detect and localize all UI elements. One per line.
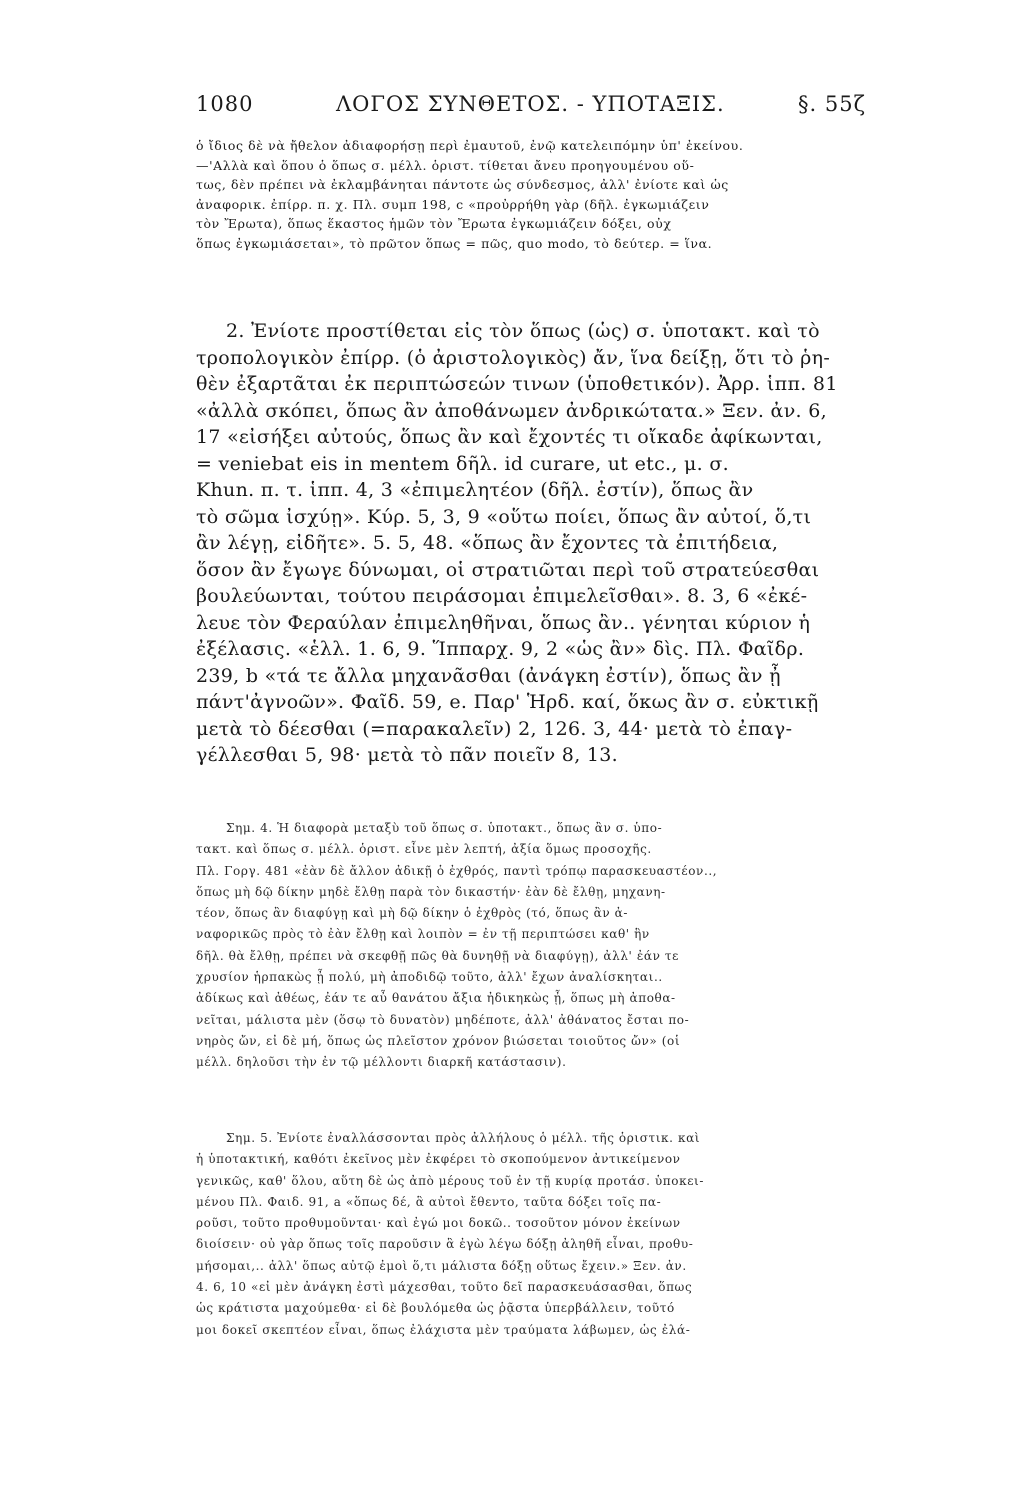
text-line: —'Αλλὰ καὶ ὅπου ὁ ὅπως σ. μέλλ. ὁριστ. τίθεται ἄνευ προηγουμένου οὕ- [196, 157, 695, 173]
text-line: Khun. π. τ. ἱππ. 4, 3 «ἐπιμελητέον (δῆλ. ἐστίν), ὅπως ἂν [196, 479, 754, 501]
text-line: Σημ. 5. Ἐνίοτε ἐναλλάσσονται πρὸς ἀλλήλους ὁ μέλλ. τῆς ὁριστικ. καὶ [226, 1131, 701, 1145]
text-line: τέον, ὅπως ἂν διαφύγῃ καὶ μὴ δῷ δίκην ὁ ἐχθρὸς (τό, ὅπως ἂν ἀ- [196, 906, 628, 921]
text-line: 239, b «τά τε ἄλλα μηχανᾶσθαι (ἀνάγκη ἐστίν), ὅπως ἂν ᾖ [196, 664, 781, 687]
text-line: 2. Ἐνίοτε προστίθεται εἰς τὸν ὅπως (ὡς) σ. ὑποτακτ. καὶ τὸ [226, 320, 820, 342]
text-line: ἀναφορικ. ἐπίρρ. π. χ. Πλ. συμπ 198, c «προὐρρήθη γὰρ (δῆλ. ἐγκωμιάζειν [196, 196, 710, 212]
text-line: = veniebat eis in mentem δῆλ. id curare, ut etc., μ. σ. [196, 452, 729, 475]
running-title: ΛΟΓΟΣ ΣΥΝΘΕΤΟΣ. - ΥΠΟΤΑΞΙΣ. [336, 92, 725, 116]
text-line: τακτ. καὶ ὅπως σ. μέλλ. ὁριστ. εἶνε μὲν λεπτή, ἀξία ὅμως προσοχῆς. [196, 842, 652, 857]
text-line: ροῦσι, τοῦτο προθυμοῦνται· καὶ ἐγώ μοι δοκῶ.. τοσοῦτον μόνον ἐκείνων [196, 1216, 681, 1231]
text-line: μέλλ. δηλοῦσι τὴν ἐν τῷ μέλλοντι διαρκῆ κατάστασιν). [196, 1055, 567, 1070]
text-line: ἂν λέγῃ, εἰδῆτε». 5. 5, 48. «ὅπως ἂν ἔχοντες τὰ ἐπιτήδεια, [196, 532, 779, 554]
text-line: μετὰ τὸ δέεσθαι (=παρακαλεῖν) 2, 126. 3, 44· μετὰ τὸ ἐπαγ- [196, 717, 793, 740]
text-line: πάντ'ἀγνοῶν». Φαῖδ. 59, e. Παρ' Ἡρδ. καί, ὅκως ἂν σ. εὐκτικῇ [196, 691, 819, 713]
page-number: 1080 [196, 92, 254, 116]
text-line: νηρὸς ὤν, εἰ δὲ μή, ὅπως ὡς πλεῖστον χρόνον βιώσεται τοιοῦτος ὤν» (οἱ [196, 1033, 681, 1048]
main-paragraph [196, 318, 896, 769]
text-line: ναφορικῶς πρὸς τὸ ἐὰν ἔλθῃ καὶ λοιπὸν = ἐν τῇ περιπτώσει καθ' ἣν [196, 927, 650, 942]
text-line: ἐξέλασις. «ἑλλ. 1. 6, 9. Ἵππαρχ. 9, 2 «ὡς ἂν» δὶς. Πλ. Φαῖδρ. [196, 638, 805, 660]
running-header [196, 92, 866, 122]
text-line: Πλ. Γοργ. 481 «ἐὰν δὲ ἄλλον ἀδικῇ ὁ ἐχθρός, παντὶ τρόπῳ παρασκευαστέον.., [196, 863, 718, 878]
text-line: τροπολογικὸν ἐπίρρ. (ὁ ἀριστολογικὸς) ἄν, ἵνα δείξῃ, ὅτι τὸ ῥη- [196, 346, 831, 369]
text-line: ἡ ὑποτακτική, καθότι ἐκεῖνος μὲν ἐκφέρει τὸ σκοπούμενον ἀντικείμενον [196, 1152, 681, 1167]
text-line: δῆλ. θὰ ἔλθῃ, πρέπει νὰ σκεφθῇ πῶς θὰ δυνηθῇ νὰ διαφύγῃ), ἀλλ' ἐάν τε [196, 948, 679, 963]
text-line: Σημ. 4. Ἡ διαφορὰ μεταξὺ τοῦ ὅπως σ. ὑποτακτ., ὅπως ἂν σ. ὑπο- [226, 821, 663, 835]
text-line: τὸ σῶμα ἰσχύῃ». Κύρ. 5, 3, 9 «οὕτω ποίει, ὅπως ἂν αὐτοί, ὅ,τι [196, 505, 812, 528]
text-line: χρυσίον ἡρπακὼς ᾖ πολύ, μὴ ἀποδιδῷ τοῦτο, ἀλλ' ἔχων ἀναλίσκηται.. [196, 970, 663, 985]
text-line: ὅσον ἂν ἔγωγε δύνωμαι, οἱ στρατιῶται περὶ τοῦ στρατεύεσθαι [196, 558, 820, 581]
note-4 [196, 818, 896, 1074]
text-line: 17 «εἰσήξει αὐτούς, ὅπως ἂν καὶ ἔχοντές τι οἴκαδε ἀφίκωνται, [196, 426, 823, 448]
text-line: νεῖται, μάλιστα μὲν (ὅσῳ τὸ δυνατὸν) μηδέποτε, ἀλλ' ἀθάνατος ἔσται πο- [196, 1012, 690, 1027]
text-line: μήσομαι,.. ἀλλ' ὅπως αὐτῷ ἐμοὶ ὅ,τι μάλιστα δόξῃ οὕτως ἔχειν.» Ξεν. ἀν. [196, 1258, 687, 1273]
text-line: «ἀλλὰ σκόπει, ὅπως ἂν ἀποθάνωμεν ἀνδρικώτατα.» Ξεν. ἀν. 6, [196, 399, 827, 422]
text-line: μένου Πλ. Φαιδ. 91, a «ὅπως δέ, ἃ αὐτοὶ ἔθεντο, ταῦτα δόξει τοῖς πα- [196, 1194, 662, 1209]
text-line: ὁ ἴδιος δὲ νὰ ἤθελον ἀδιαφορήσῃ περὶ ἐμαυτοῦ, ἐνῷ κατελειπόμην ὑπ' ἐκείνου. [196, 138, 744, 153]
text-line: τὸν Ἔρωτα), ὅπως ἕκαστος ἡμῶν τὸν Ἔρωτα ἐγκωμιάζειν δόξει, οὐχ [196, 216, 672, 231]
text-line: γέλλεσθαι 5, 98· μετὰ τὸ πᾶν ποιεῖν 8, 13. [196, 744, 618, 766]
note-5 [196, 1128, 896, 1341]
text-line: τως, δὲν πρέπει νὰ ἐκλαμβάνηται πάντοτε ὡς σύνδεσμος, ἀλλ' ἐνίοτε καὶ ὡς [196, 177, 729, 192]
section-number: §. 55ζ [798, 92, 866, 116]
text-line: ὡς κράτιστα μαχούμεθα· εἰ δὲ βουλόμεθα ὡς ῥᾷστα ὑπερβάλλειν, τοῦτό [196, 1301, 675, 1316]
text-line: μοι δοκεῖ σκεπτέον εἶναι, ὅπως ἐλάχιστα μὲν τραύματα λάβωμεν, ὡς ἐλά- [196, 1322, 691, 1337]
text-line: γενικῶς, καθ' ὅλου, αὕτη δὲ ὡς ἀπὸ μέρους τοῦ ἐν τῇ κυρίᾳ προτάσ. ὑποκει- [196, 1173, 704, 1188]
intro-paragraph [196, 136, 896, 253]
text-line: βουλεύωνται, τούτου πειράσομαι ἐπιμελεῖσθαι». 8. 3, 6 «ἐκέ- [196, 585, 808, 607]
text-line: ὅπως μὴ δῷ δίκην μηδὲ ἔλθῃ παρὰ τὸν δικαστήν· ἐὰν δὲ ἔλθῃ, μηχανη- [196, 884, 666, 899]
text-line: διοίσειν· οὐ γὰρ ὅπως τοῖς παροῦσιν ἃ ἐγὼ λέγω δόξῃ ἀληθῆ εἶναι, προθυ- [196, 1237, 694, 1252]
text-line: λευε τὸν Φεραύλαν ἐπιμεληθῆναι, ὅπως ἂν.. γένηται κύριον ἡ [196, 611, 811, 634]
text-line: ἀδίκως καὶ ἀθέως, ἐάν τε αὖ θανάτου ἄξια ἠδικηκὼς ᾖ, ὅπως μὴ ἀποθα- [196, 991, 676, 1006]
text-line: ὅπως ἐγκωμιάσεται», τὸ πρῶτον ὅπως = πῶς, quo modo, τὸ δεύτερ. = ἵνα. [196, 235, 713, 251]
text-line: 4. 6, 10 «εἰ μὲν ἀνάγκη ἐστὶ μάχεσθαι, τοῦτο δεῖ παρασκευάσασθαι, ὅπως [196, 1280, 693, 1295]
text-line: θὲν ἐξαρτᾶται ἐκ περιπτώσεών τινων (ὑποθετικόν). Ἀρρ. ἱππ. 81 [196, 373, 838, 395]
